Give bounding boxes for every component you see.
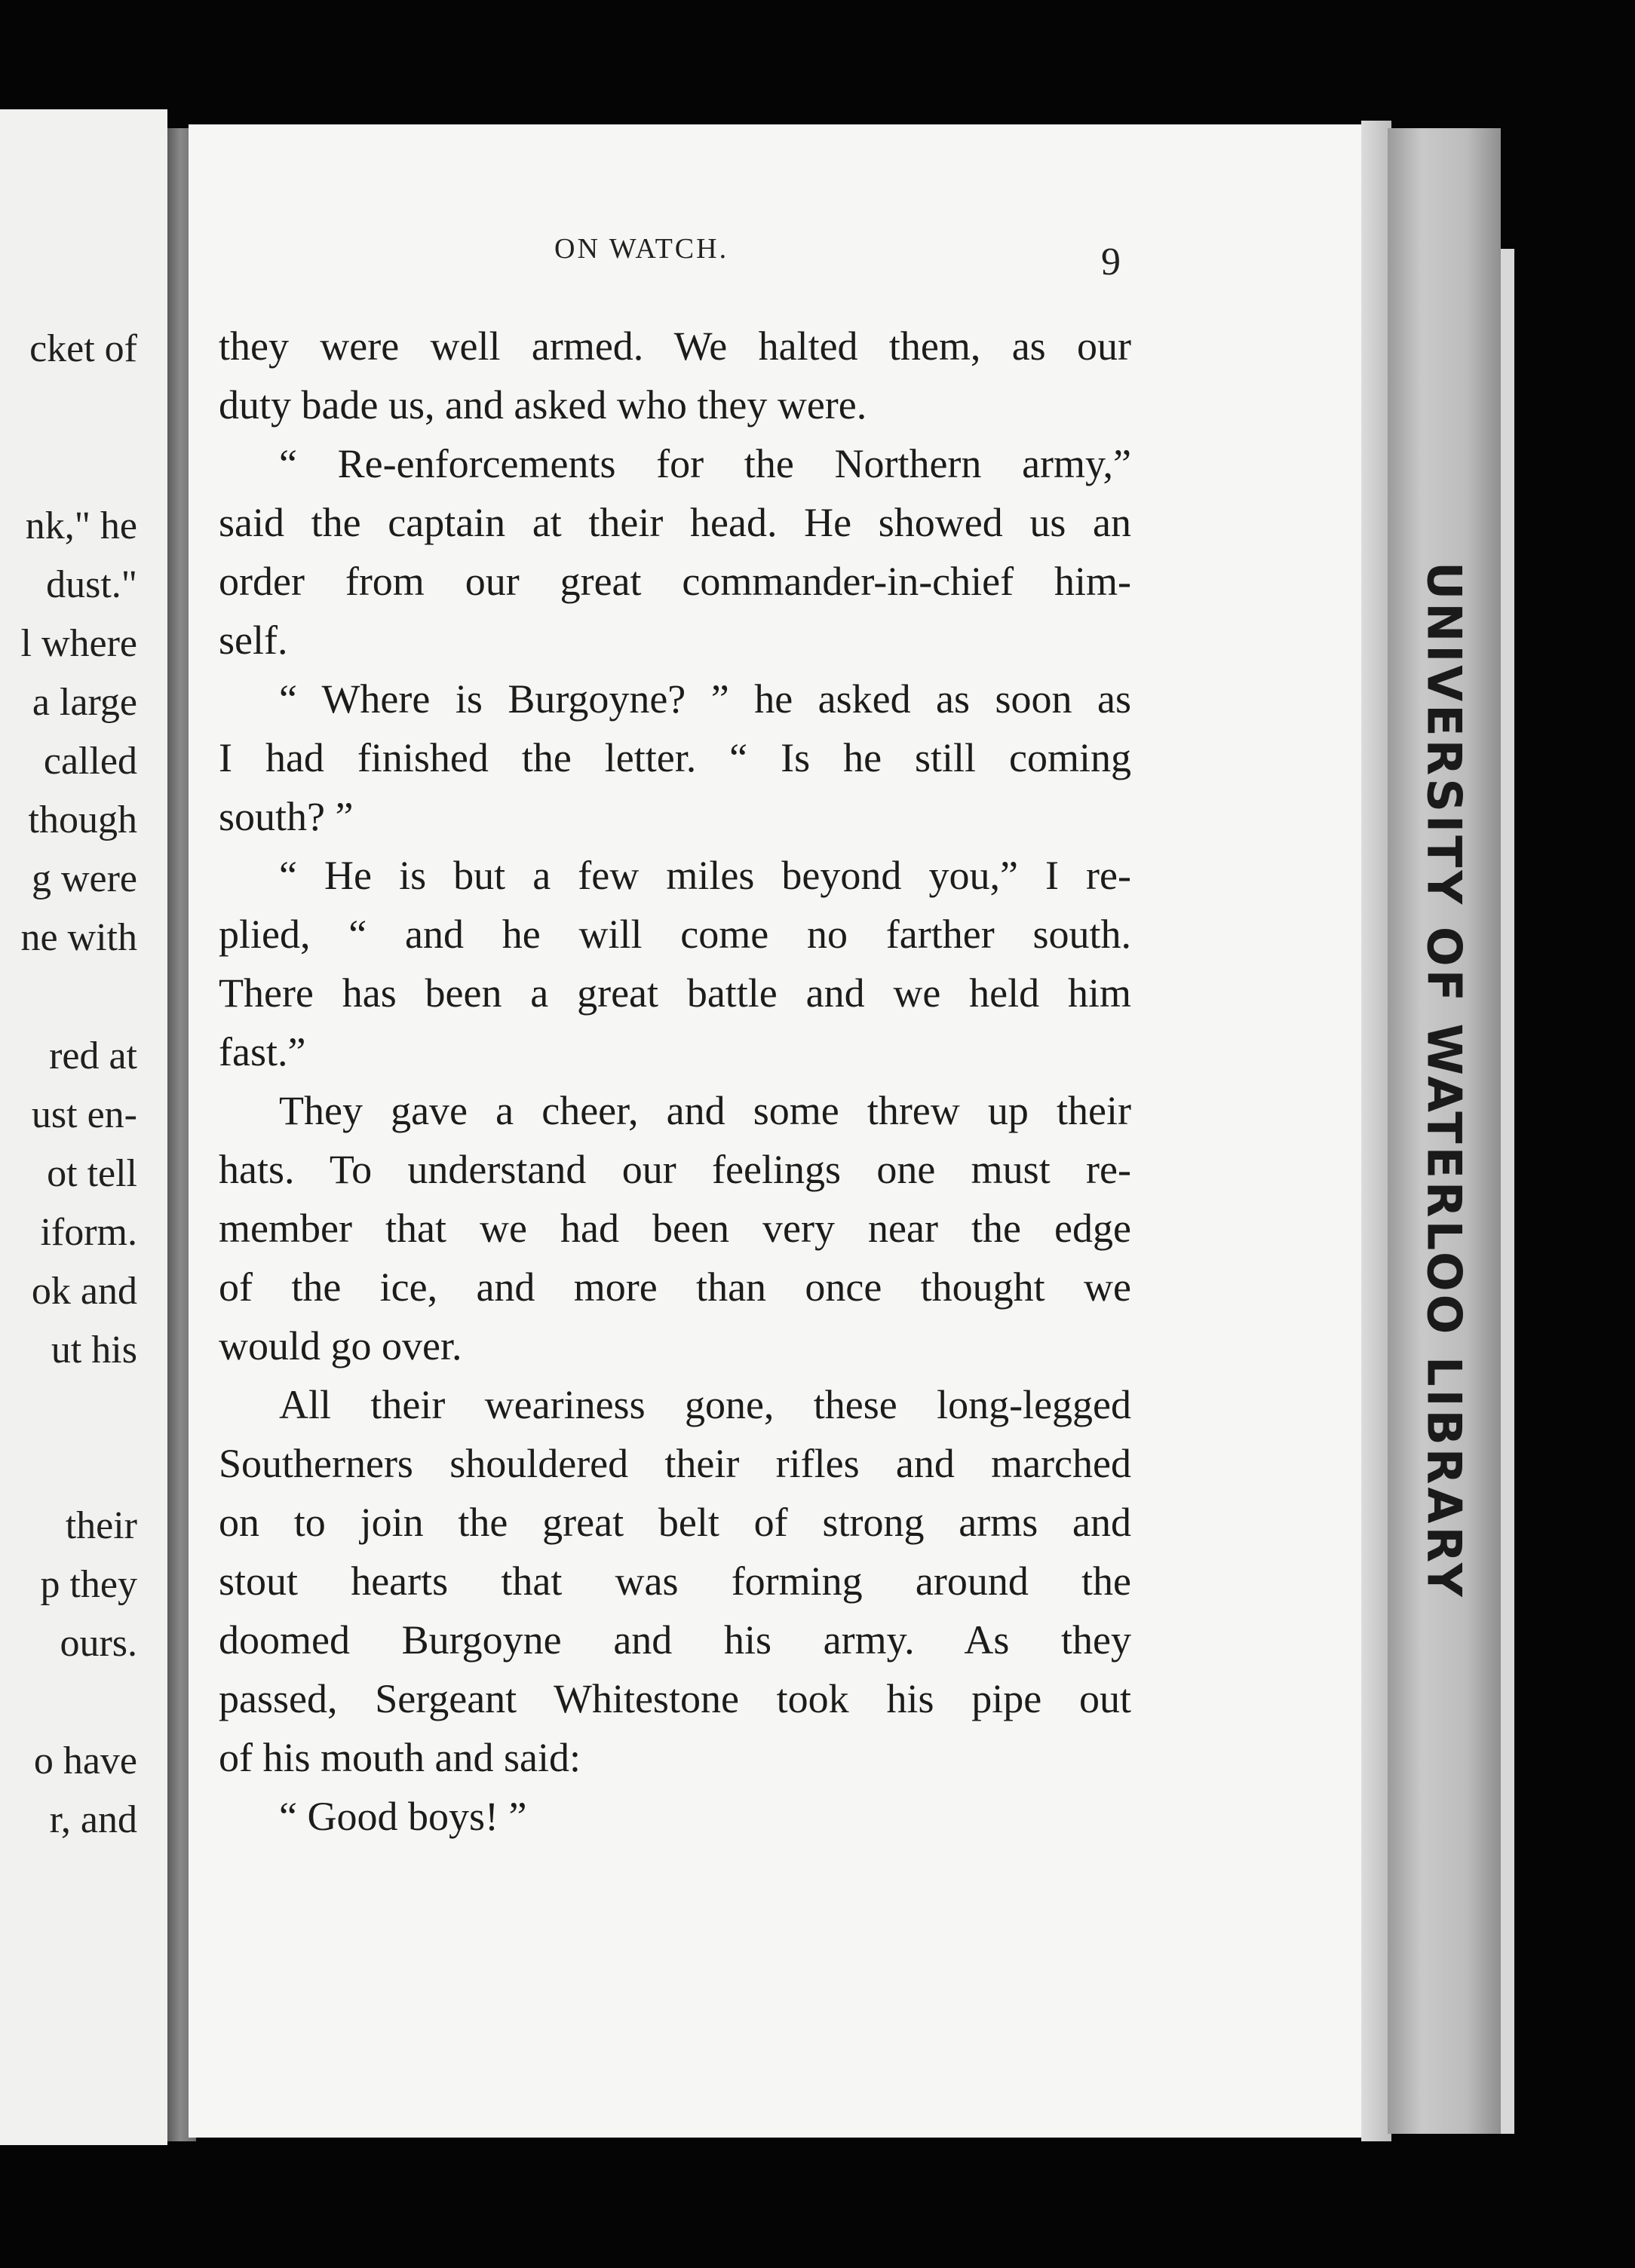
left-page-line: p they: [40, 1563, 137, 1606]
text-line: they were well armed. We halted them, as our: [219, 323, 1131, 369]
text-line: All their weariness gone, these long-legged: [279, 1382, 1131, 1427]
left-page-line: ust en-: [31, 1093, 137, 1136]
left-page-line: o have: [33, 1739, 137, 1782]
page-number: 9: [1101, 241, 1121, 284]
left-page-line: dust.": [46, 563, 137, 606]
text-line: plied, “ and he will come no farther south.: [219, 912, 1131, 957]
left-page-line: iform.: [40, 1211, 137, 1254]
left-page-line: l where: [20, 622, 137, 665]
text-line: doomed Burgoyne and his army. As they: [219, 1617, 1131, 1663]
text-line: I had finished the letter. “ Is he still coming: [219, 735, 1131, 780]
left-page-line: r, and: [49, 1798, 137, 1841]
text-line: “ Good boys! ”: [279, 1794, 527, 1839]
left-page-line: ok and: [31, 1270, 137, 1313]
text-line: would go over.: [219, 1323, 462, 1368]
text-line: Southerners shouldered their rifles and marched: [219, 1441, 1131, 1486]
text-line: fast.”: [219, 1029, 306, 1074]
left-page: [0, 109, 167, 2145]
left-page-line: ours.: [60, 1622, 137, 1665]
text-line: of his mouth and said:: [219, 1735, 581, 1780]
text-line: order from our great commander-in-chief him-: [219, 559, 1131, 604]
page-edge: [1361, 121, 1391, 2141]
text-line: hats. To understand our feelings one must re-: [219, 1147, 1131, 1192]
body-text: [219, 317, 1131, 1846]
left-page-line: nk," he: [25, 504, 137, 547]
spine-edge: [1501, 249, 1514, 2134]
running-head: ON WATCH.: [554, 233, 729, 265]
text-line: “ He is but a few miles beyond you,” I re-: [279, 853, 1131, 898]
left-page-line: red at: [49, 1034, 137, 1077]
text-line: There has been a great battle and we held him: [219, 970, 1131, 1016]
text-line: of the ice, and more than once thought we: [219, 1264, 1131, 1310]
text-line: self.: [219, 618, 288, 663]
text-line: south? ”: [219, 794, 354, 839]
text-line: “ Where is Burgoyne? ” he asked as soon as: [279, 676, 1131, 722]
left-page-line: cket of: [29, 327, 137, 370]
left-page-line: ot tell: [47, 1152, 137, 1195]
left-page-line: a large: [32, 681, 137, 724]
text-line: duty bade us, and asked who they were.: [219, 382, 867, 428]
text-line: passed, Sergeant Whitestone took his pipe out: [219, 1676, 1131, 1721]
left-page-line: called: [43, 740, 137, 783]
left-page-line: ne with: [20, 916, 137, 959]
text-line: “ Re-enforcements for the Northern army,”: [279, 441, 1131, 486]
left-page-line: ut his: [51, 1329, 137, 1372]
left-page-line: though: [28, 798, 137, 841]
text-line: said the captain at their head. He showed us an: [219, 500, 1131, 545]
left-page-line: their: [65, 1504, 137, 1547]
left-page-line: g were: [31, 857, 137, 900]
text-line: They gave a cheer, and some threw up their: [279, 1088, 1131, 1133]
text-line: stout hearts that was forming around the: [219, 1558, 1131, 1604]
library-stamp: UNIVERSITY OF WATERLOO LIBRARY: [1416, 562, 1472, 1600]
text-line: on to join the great belt of strong arms and: [219, 1500, 1131, 1545]
text-line: member that we had been very near the edge: [219, 1206, 1131, 1251]
